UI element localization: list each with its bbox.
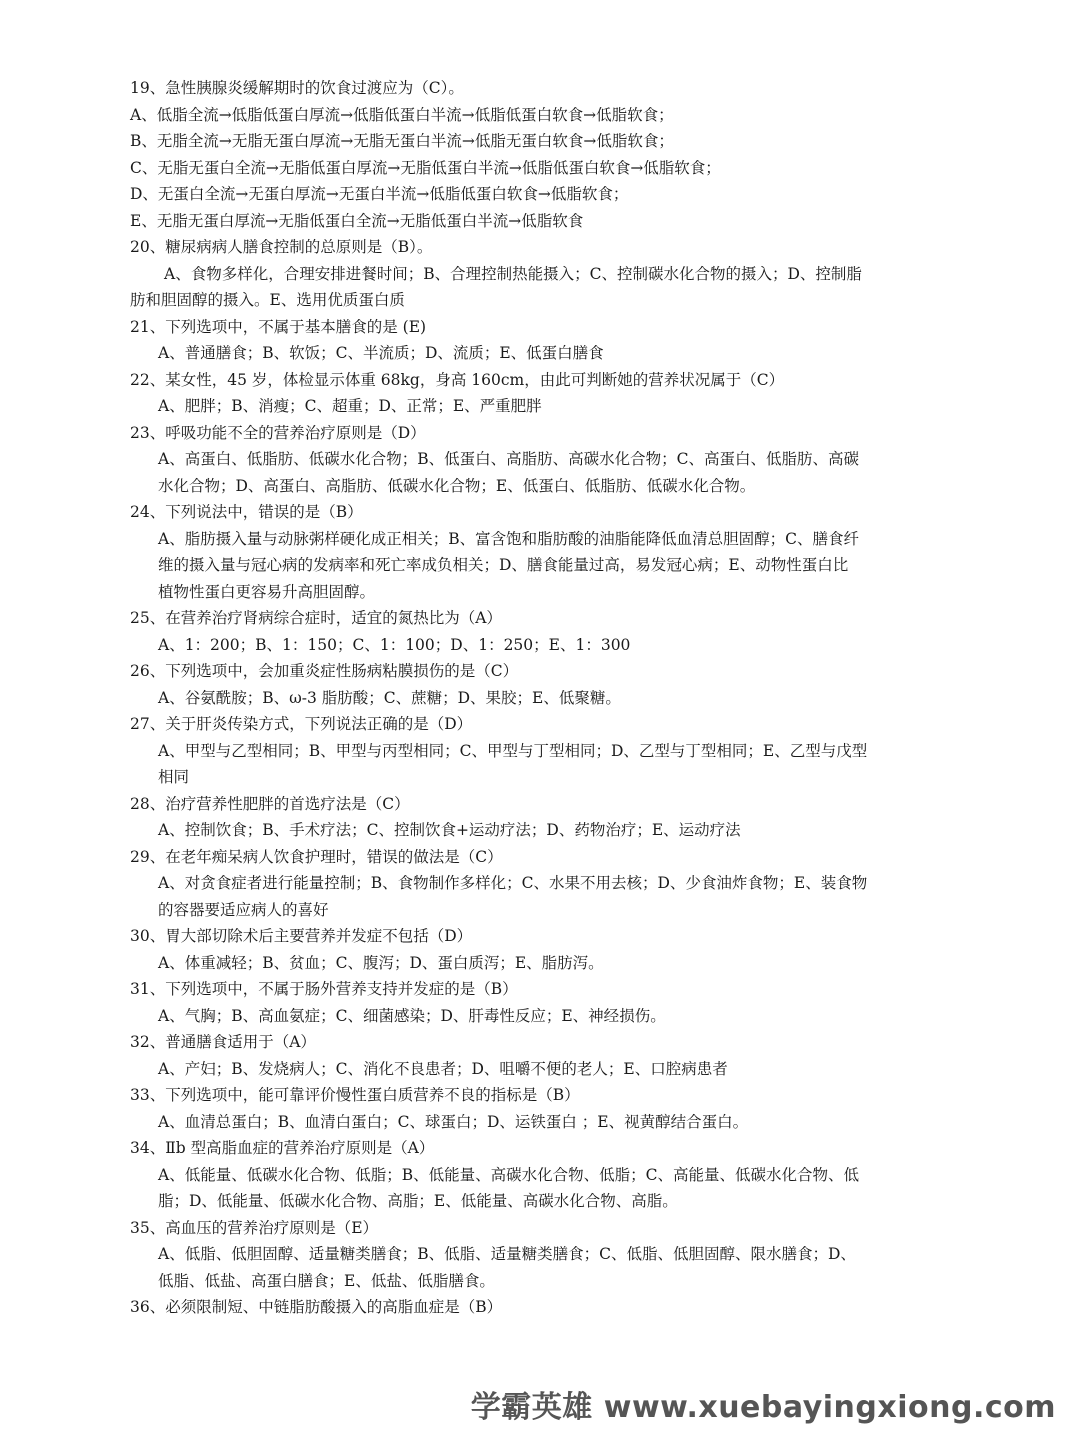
document-page: [130, 75, 960, 1321]
option-line: 水化合物；D、高蛋白、高脂肪、低碳水化合物；E、低蛋白、低脂肪、低碳水化合物。: [158, 476, 756, 495]
option-line: 的容器要适应病人的喜好: [158, 900, 329, 919]
option-line: A、低能量、低碳水化合物、低脂；B、低能量、高碳水化合物、低脂；C、高能量、低碳水化合物、低: [158, 1165, 859, 1184]
option-line: B、无脂全流→无脂无蛋白厚流→无脂无蛋白半流→低脂无蛋白软食→低脂软食；: [130, 132, 674, 150]
question-line: 33、下列选项中，能可靠评价慢性蛋白质营养不良的指标是（B）: [130, 1086, 580, 1104]
question-line: 30、胃大部切除术后主要营养并发症不包括（D）: [130, 927, 473, 945]
option-line: A、低脂全流→低脂低蛋白厚流→低脂低蛋白半流→低脂低蛋白软食→低脂软食；: [130, 105, 674, 124]
option-line: A、高蛋白、低脂肪、低碳水化合物；B、低蛋白、高脂肪、高碳水化合物；C、高蛋白、低脂肪、高碳: [158, 450, 859, 468]
question-line: 31、下列选项中，不属于肠外营养支持并发症的是（B）: [130, 980, 518, 998]
question-line: 29、在老年痴呆病人饮食护理时，错误的做法是（C）: [130, 847, 503, 866]
question-line: 21、下列选项中，不属于基本膳食的是 (E): [130, 317, 427, 336]
question-line: 20、糖尿病病人膳食控制的总原则是（B）。: [130, 238, 433, 256]
option-line: 相同: [158, 768, 190, 786]
question-line: 24、下列说法中，错误的是（B）: [130, 503, 363, 521]
option-line: A、控制饮食；B、手术疗法；C、控制饮食+运动疗法；D、药物治疗；E、运动疗法: [158, 821, 741, 839]
question-line: 19、急性胰腺炎缓解期时的饮食过渡应为（C）。: [130, 79, 464, 97]
option-line: A、血清总蛋白；B、血清白蛋白；C、球蛋白；D、运铁蛋白 ；E、视黄醇结合蛋白。: [158, 1112, 749, 1131]
option-line: A、对贪食症者进行能量控制；B、食物制作多样化；C、水果不用去核；D、少食油炸食物；E、装食物: [158, 874, 868, 892]
question-line: 26、下列选项中，会加重炎症性肠病粘膜损伤的是（C）: [130, 662, 519, 680]
option-line: A、普通膳食；B、软饭；C、半流质；D、流质；E、低蛋白膳食: [158, 344, 604, 362]
option-line: 肪和胆固醇的摄入。E、选用优质蛋白质: [130, 291, 405, 309]
option-line: A、1：200；B、1：150；C、1：100；D、1：250；E、1：300: [158, 635, 631, 654]
question-line: 28、治疗营养性肥胖的首选疗法是（C）: [130, 794, 410, 813]
question-line: 22、某女性，45 岁，体检显示体重 68kg，身高 160cm，由此可判断她的营养状况属于（C）: [130, 370, 785, 389]
question-line: 32、普通膳食适用于（A）: [130, 1033, 316, 1051]
option-line: A、脂肪摄入量与动脉粥样硬化成正相关；B、富含饱和脂肪酸的油脂能降低血清总胆固醇；C、膳食纤: [158, 529, 859, 548]
option-line: C、无脂无蛋白全流→无脂低蛋白厚流→无脂低蛋白半流→低脂低蛋白软食→低脂软食；: [130, 158, 721, 177]
option-line: E、无脂无蛋白厚流→无脂低蛋白全流→无脂低蛋白半流→低脂软食: [130, 211, 584, 230]
question-line: 25、在营养治疗肾病综合症时，适宜的氮热比为（A）: [130, 609, 502, 627]
option-line: D、无蛋白全流→无蛋白厚流→无蛋白半流→低脂低蛋白软食→低脂软食；: [130, 185, 629, 203]
option-line: 植物性蛋白更容易升高胆固醇。: [158, 582, 376, 601]
option-line: A、体重减轻；B、贫血；C、腹泻；D、蛋白质泻；E、脂肪泻。: [158, 953, 604, 972]
option-line: A、甲型与乙型相同；B、甲型与丙型相同；C、甲型与丁型相同；D、乙型与丁型相同；E、乙型与戊型: [158, 741, 868, 760]
option-line: A、产妇；B、发烧病人；C、消化不良患者；D、咀嚼不便的老人；E、口腔病患者: [158, 1059, 728, 1078]
option-line: A、食物多样化，合理安排进餐时间；B、合理控制热能摄入；C、控制碳水化合物的摄入；D、控制脂: [164, 264, 862, 283]
option-line: A、气胸；B、高血氨症；C、细菌感染；D、肝毒性反应；E、神经损伤。: [158, 1006, 666, 1025]
question-line: 27、关于肝炎传染方式，下列说法正确的是（D）: [130, 715, 473, 733]
question-line: 35、高血压的营养治疗原则是（E）: [130, 1218, 379, 1237]
option-line: A、谷氨酰胺；B、ω-3 脂肪酸；C、蔗糖；D、果胶；E、低聚糖。: [158, 688, 621, 707]
question-line: 36、必须限制短、中链脂肪酸摄入的高脂血症是（B）: [130, 1298, 503, 1316]
option-line: A、肥胖；B、消瘦；C、超重；D、正常；E、严重肥胖: [158, 397, 542, 415]
question-line: 23、呼吸功能不全的营养治疗原则是（D）: [130, 423, 426, 442]
question-line: 34、Ⅱb 型高脂血症的营养治疗原则是（A）: [130, 1139, 435, 1157]
option-line: A、低脂、低胆固醇、适量糖类膳食；B、低脂、适量糖类膳食；C、低脂、低胆固醇、限水膳食；D、: [158, 1245, 856, 1263]
option-line: 低脂、低盐、高蛋白膳食；E、低盐、低脂膳食。: [158, 1271, 495, 1290]
option-line: 维的摄入量与冠心病的发病率和死亡率成负相关；D、膳食能量过高，易发冠心病；E、动物性蛋白比: [158, 556, 849, 574]
option-line: 脂；D、低能量、低碳水化合物、高脂；E、低能量、高碳水化合物、高脂。: [158, 1192, 678, 1210]
watermark: 学霸英雄 www.xuebayingxiong.com: [470, 1390, 1056, 1425]
